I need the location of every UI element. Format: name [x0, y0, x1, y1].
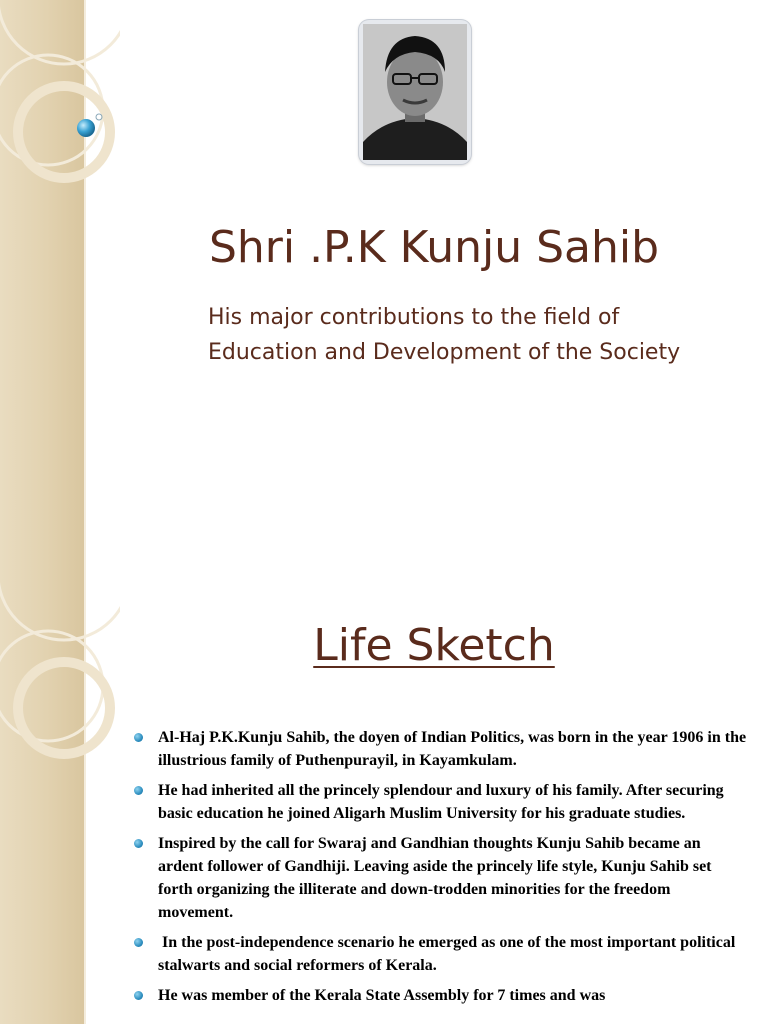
bullet-dot-icon [134, 938, 143, 947]
slide-life-sketch [0, 576, 768, 1024]
list-item [132, 726, 748, 772]
list-item-text: He was member of the Kerala State Assembly for 7 times and was [158, 987, 606, 1004]
portrait-photo [359, 20, 471, 164]
list-item-text: Al-Haj P.K.Kunju Sahib, the doyen of Indian Politics, was born in the year 1906 in the illustrious family of Puthenpurayil, in Kayamkulam. [158, 729, 747, 769]
decorative-circles [0, 576, 120, 796]
slide-subtitle [208, 300, 748, 370]
list-item-text: Inspired by the call for Swaraj and Gandhian thoughts Kunju Sahib became an ardent follower of Gandhiji. Leaving aside the princely life style, Kunju Sahib set forth organizing the illiterate and down-trodden minorities for the freedom movement. [158, 835, 712, 921]
section-heading: Life Sketch [313, 620, 555, 671]
life-sketch-list [132, 726, 748, 1014]
list-item [132, 832, 748, 924]
list-item [132, 984, 748, 1007]
subtitle-line-2: Education and Development of the Society [208, 340, 681, 365]
list-item [132, 779, 748, 825]
decorative-circles [0, 0, 120, 220]
bullet-dot-icon [134, 733, 143, 742]
bullet-dot-icon [134, 839, 143, 848]
bullet-dot-icon [134, 786, 143, 795]
list-item-text: In the post-independence scenario he emerged as one of the most important political stalwarts and social reformers of Kerala. [158, 934, 740, 974]
list-item-text: He had inherited all the princely splendour and luxury of his family. After securing basic education he joined Aligarh Muslim University for his graduate studies. [158, 782, 724, 822]
subtitle-line-1: His major contributions to the field of [208, 305, 620, 330]
bullet-dot-icon [134, 991, 143, 1000]
slide-title-text: Shri .P.K Kunju Sahib [208, 222, 660, 273]
portrait-image [363, 24, 467, 160]
list-item [132, 931, 748, 977]
